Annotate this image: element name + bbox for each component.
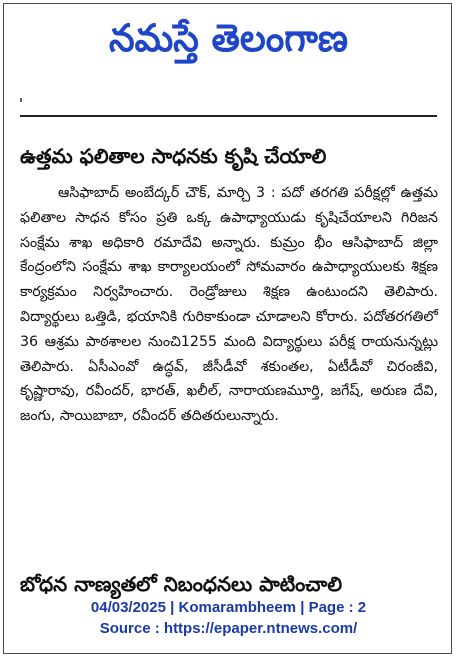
headline-rule (20, 115, 437, 117)
column-marker (20, 98, 22, 102)
next-article-headline: బోధన నాణ్యతలో నిబంధనలు పాటించాలి (20, 572, 343, 596)
newspaper-masthead: నమస్తే తెలంగాణ (108, 16, 348, 60)
next-article-headline-clipped (20, 566, 445, 596)
article-body (20, 181, 438, 429)
source-link[interactable]: Source : https://epaper.ntnews.com/ (99, 620, 358, 637)
article-paragraph: ఆసిఫాబాద్ అంబేద్కర్ చౌక్, మార్చి 3 : పదో తరగతి పరీక్షల్లో ఉత్తమ ఫలితాల సాధన కోసం ప్రతి ఒక్క ఉపాధ్యాయుడు కృషిచేయాలని గిరిజన సంక్షేమ శాఖ అధికారి రమాదేవి అన్నారు. కుమ్రం భీం ఆసిఫాబాద్ జిల్లా కేంద్రంలోని సంక్షేమ శాఖ కార్యాలయంలో సోమవారం ఉపాధ్యాయులకు శిక్షణ కార్యక్రమం నిర్వహించారు. రెండ్రోజులు శిక్షణ ఉంటుందని తెలిపారు. విద్యార్థులు ఒత్తిడి, భయానికి గురికాకుండా చూడాలని కోరారు. పదోతరగతిలో 36 ఆశ్రమ పాఠశాలల నుంచి1255 మంది విద్యార్థులు పరీక్ష రాయనున్నట్లు తెలిపారు. ఏసీఎంవో ఉద్ధవ్, జీసీడీవో శకుంతల, ఏటీడీవో చిరంజీవి, కృష్ణారావు, రవీందర్, భారత్, ఖలీల్, నారాయణమూర్తి, జగేష్, అరుణ దేవి, జంగు, సాయిబాబా, రవీందర్ తదితరులున్నారు. (20, 185, 438, 425)
edition-info: 04/03/2025 | Komarambheem | Page : 2 (90, 599, 367, 616)
article-headline: ఉత్తమ ఫలితాల సాధనకు కృషి చేయాలి (20, 144, 327, 168)
